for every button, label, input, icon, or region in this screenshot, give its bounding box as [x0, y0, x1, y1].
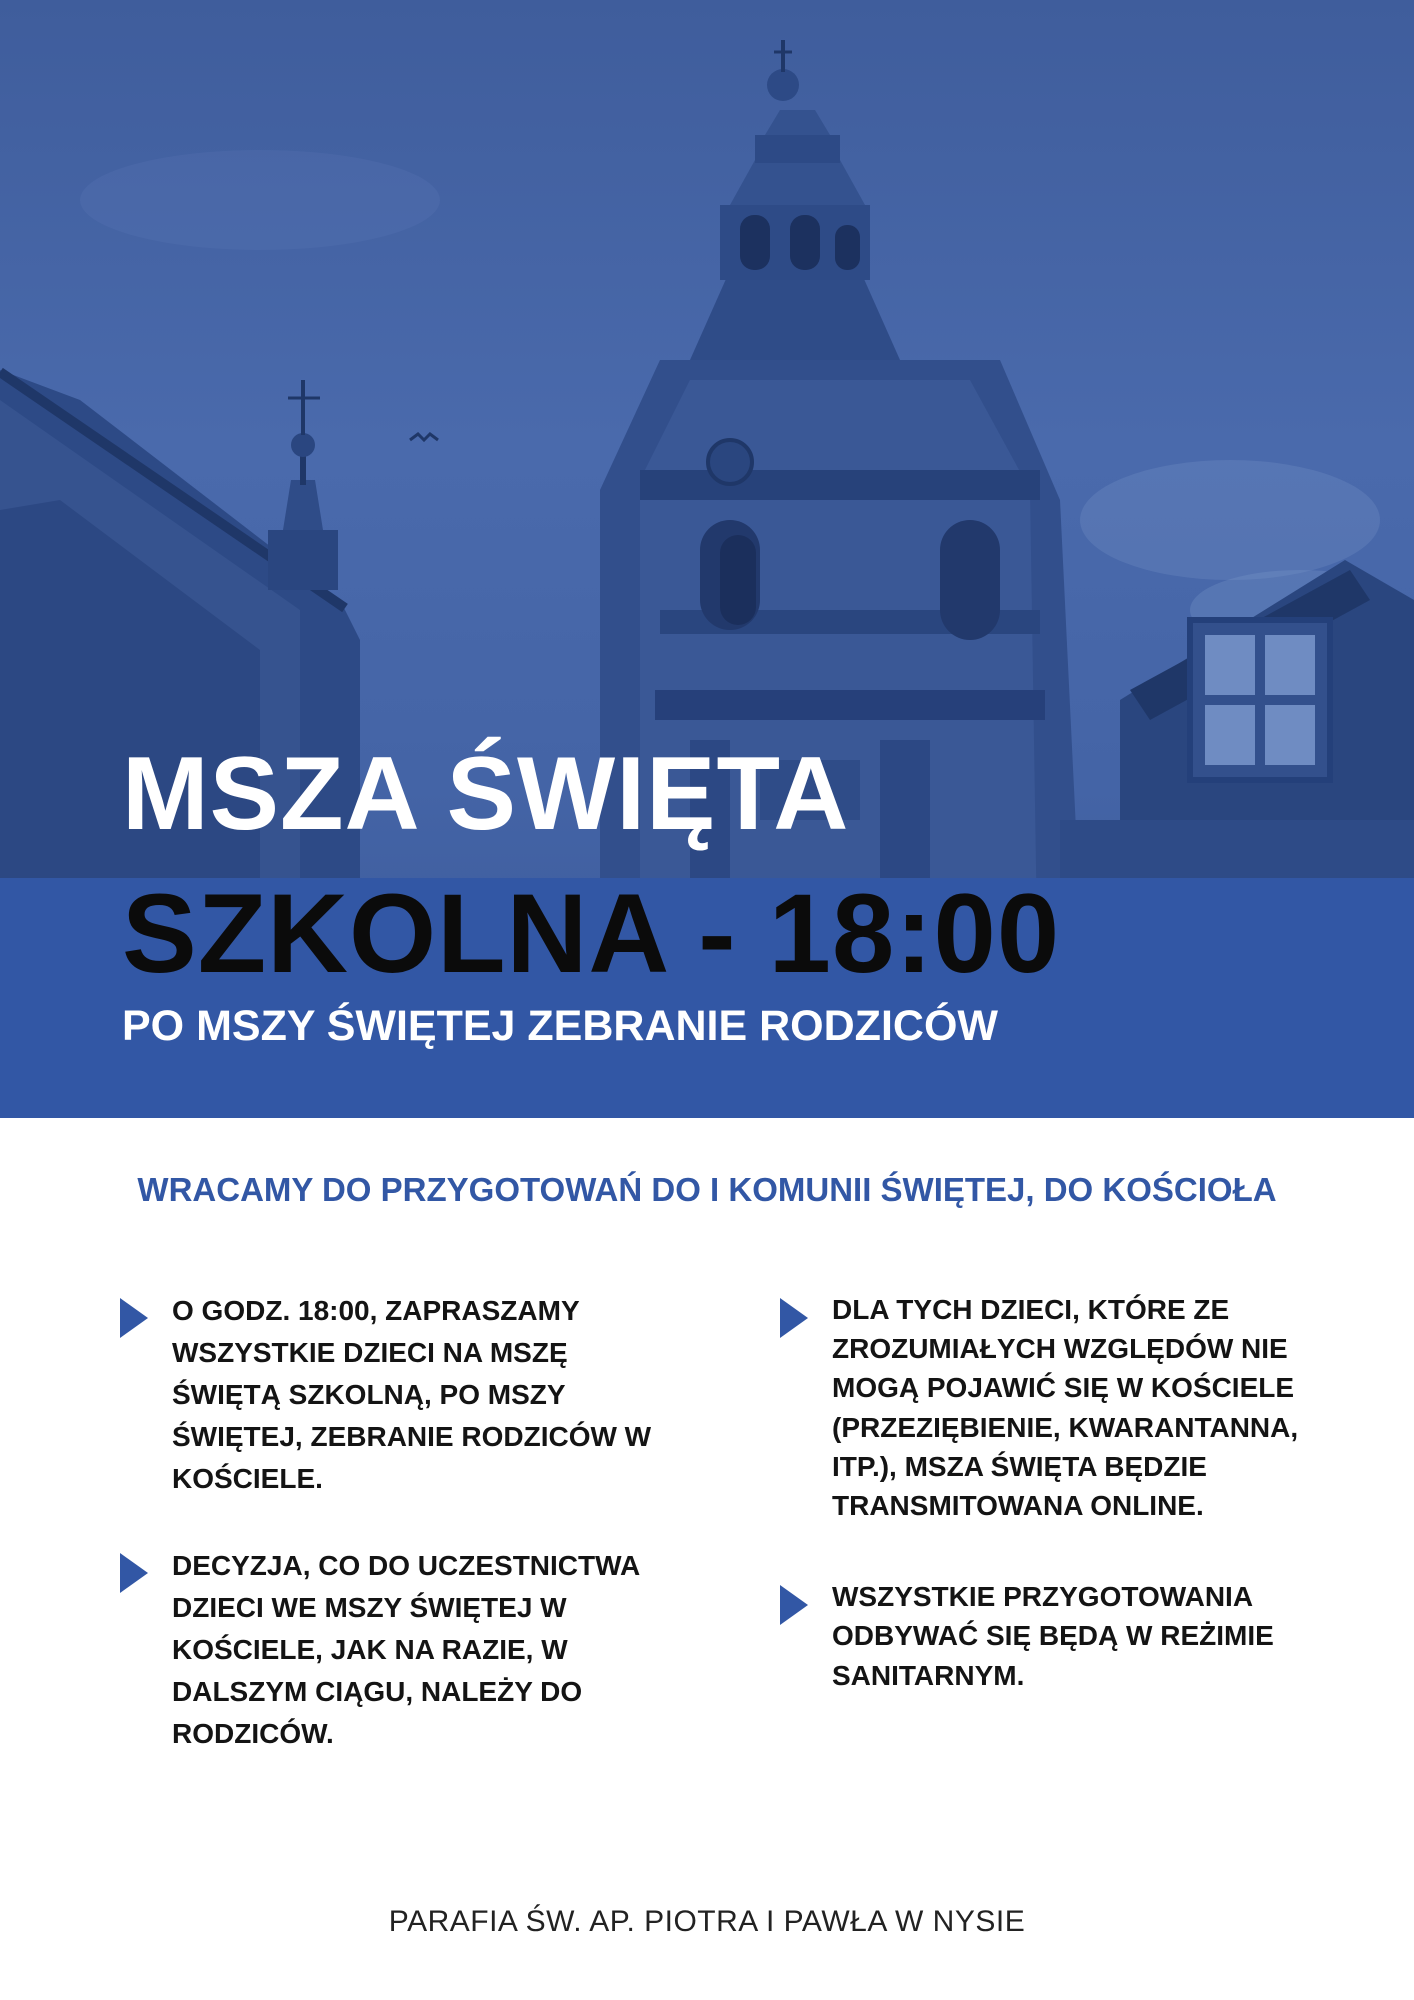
list-item-text: DLA TYCH DZIECI, KTÓRE ZE ZROZUMIAŁYCH WZGLĘDÓW NIE MOGĄ POJAWIĆ SIĘ W KOŚCIELE (PRZEZIĘBIENIE, KWARANTANNA, ITP.), MSZA ŚWIĘTA BĘDZIE TRANSMITOWANA ONLINE. [832, 1294, 1299, 1522]
list-item-text: O GODZ. 18:00, ZAPRASZAMY WSZYSTKIE DZIECI NA MSZĘ ŚWIĘTĄ SZKOLNĄ, PO MSZY ŚWIĘTEJ, ZEBRANIE RODZICÓW W KOŚCIELE. [172, 1295, 652, 1494]
list-item [778, 1577, 1318, 1695]
list-item [778, 1290, 1318, 1525]
triangle-bullet-icon [780, 1298, 810, 1338]
triangle-bullet-icon [120, 1298, 150, 1338]
list-item [118, 1545, 678, 1755]
right-column [778, 1290, 1318, 1695]
list-item-text: WSZYSTKIE PRZYGOTOWANIA ODBYWAĆ SIĘ BĘDĄ W REŻIMIE SANITARNYM. [832, 1581, 1274, 1691]
title-line-2: SZKOLNA - 18:00 [122, 871, 1061, 996]
triangle-bullet-icon [780, 1585, 810, 1625]
subtitle: PO MSZY ŚWIĘTEJ ZEBRANIE RODZICÓW [122, 1002, 998, 1050]
left-column [118, 1290, 678, 1755]
footer-parish: PARAFIA ŚW. AP. PIOTRA I PAWŁA W NYSIE [388, 1905, 1026, 1938]
triangle-bullet-icon [120, 1553, 150, 1593]
title-line-1: MSZA ŚWIĘTA [122, 736, 850, 852]
list-item [118, 1290, 678, 1500]
headline: WRACAMY DO PRZYGOTOWAŃ DO I KOMUNII ŚWIĘTEJ, DO KOŚCIOŁA [137, 1171, 1277, 1208]
list-item-text: DECYZJA, CO DO UCZESTNICTWA DZIECI WE MSZY ŚWIĘTEJ W KOŚCIELE, JAK NA RAZIE, W DALSZYM CIĄGU, NALEŻY DO RODZICÓW. [172, 1550, 640, 1749]
